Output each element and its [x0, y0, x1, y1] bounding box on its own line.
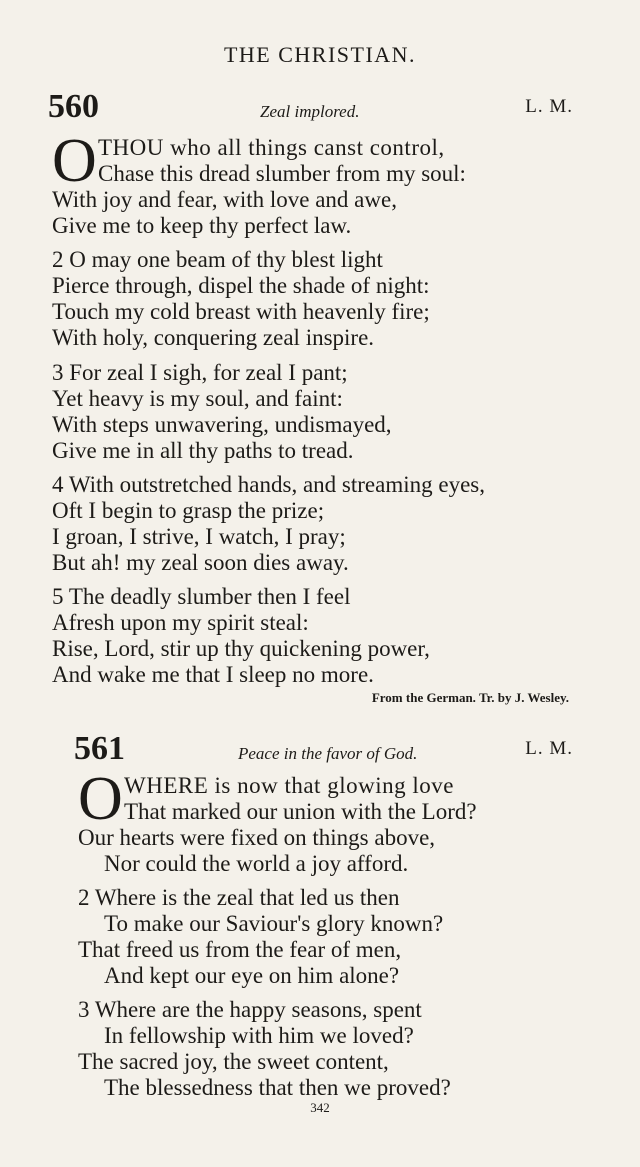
verse-line: That marked our union with the Lord? [124, 799, 477, 824]
drop-cap: O [78, 765, 123, 833]
verse-line: Oft I begin to grasp the prize; [52, 498, 325, 523]
verse-line: And wake me that I sleep no more. [52, 662, 374, 687]
verse-line: With steps unwavering, undismayed, [52, 412, 392, 437]
verse-line: 5 The deadly slumber then I feel [52, 584, 351, 609]
verse-line: 3 Where are the happy seasons, spent [78, 997, 422, 1022]
verse-line: Yet heavy is my soul, and faint: [52, 386, 343, 411]
verse-line: That freed us from the fear of men, [78, 937, 402, 962]
verse-line: 3 For zeal I sigh, for zeal I pant; [52, 360, 348, 385]
hymn-560-verse-2 [52, 247, 612, 351]
page-number: 342 [310, 1100, 330, 1115]
verse-line: I groan, I strive, I watch, I pray; [52, 524, 346, 549]
verse-line: The blessedness that then we proved? [104, 1075, 451, 1100]
hymn-561-verse-2 [78, 885, 638, 989]
running-head: THE CHRISTIAN. [223, 42, 417, 67]
verse-line: Give me to keep thy perfect law. [52, 213, 352, 238]
hymn-561-verse-1 [78, 765, 638, 877]
verse-line: The sacred joy, the sweet content, [78, 1049, 389, 1074]
verse-line: With joy and fear, with love and awe, [52, 187, 397, 212]
hymn-560-verse-4 [52, 472, 612, 576]
verse-line: Give me in all thy paths to tread. [52, 438, 354, 463]
verse-line: 2 O may one beam of thy blest light [52, 247, 383, 272]
verse-line: 2 Where is the zeal that led us then [78, 885, 400, 910]
hymn-topic: Peace in the favor of God. [238, 744, 418, 763]
hymn-meter: L. M. [525, 96, 573, 117]
verse-line: To make our Saviour's glory known? [104, 911, 444, 936]
verse-line: Afresh upon my spirit steal: [52, 610, 309, 635]
hymn-meter: L. M. [525, 738, 573, 759]
hymn-561-header [48, 730, 573, 770]
hymn-561-verse-3 [78, 997, 638, 1101]
drop-cap: O [52, 127, 97, 195]
hymn-number: 560 [48, 88, 99, 125]
verse-line: Nor could the world a joy afford. [104, 851, 409, 876]
hymn-number: 561 [74, 730, 125, 767]
verse-line: But ah! my zeal soon dies away. [52, 550, 349, 575]
verse-line: 4 With outstretched hands, and streaming eyes, [52, 472, 485, 497]
hymn-560-verse-1 [52, 127, 612, 239]
verse-line: With holy, conquering zeal inspire. [52, 325, 375, 350]
verse-line: Pierce through, dispel the shade of night: [52, 273, 430, 298]
verse-line: Touch my cold breast with heavenly fire; [52, 299, 430, 324]
verse-line: And kept our eye on him alone? [104, 963, 400, 988]
hymn-560-verse-5 [52, 584, 612, 688]
verse-line: Our hearts were fixed on things above, [78, 825, 436, 850]
verse-line: THOU who all things canst control, [98, 135, 445, 160]
verse-line: Rise, Lord, stir up thy quickening power, [52, 636, 430, 661]
hymn-560-header [48, 88, 573, 128]
attribution: From the German. Tr. by J. Wesley. [371, 690, 569, 705]
hymn-560-verse-3 [52, 360, 612, 464]
verse-line: In fellowship with him we loved? [104, 1023, 414, 1048]
verse-line: WHERE is now that glowing love [124, 773, 454, 798]
hymn-topic: Zeal implored. [260, 102, 360, 121]
verse-line: Chase this dread slumber from my soul: [98, 161, 466, 186]
